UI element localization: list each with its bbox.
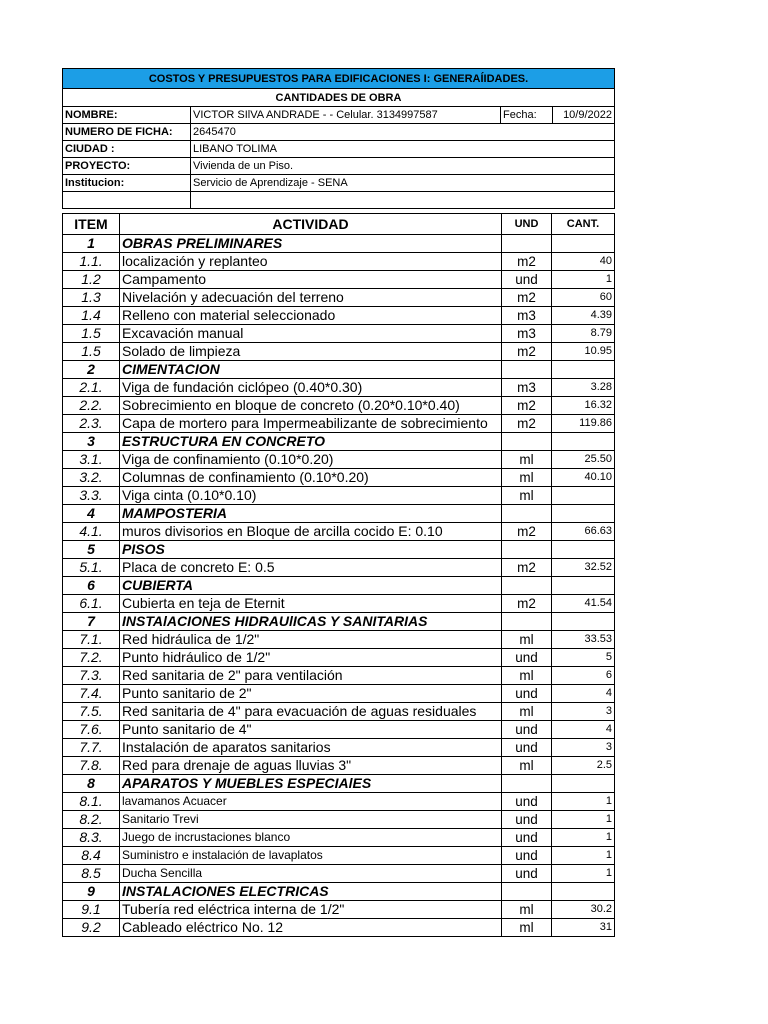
table-header-row — [63, 214, 615, 235]
quantity-cell: 25.50 — [552, 451, 615, 469]
activity-cell: Instalación de aparatos sanitarios — [120, 739, 502, 757]
quantity-cell: 4.39 — [552, 307, 615, 325]
table-row — [63, 721, 615, 739]
quantity-cell — [552, 487, 615, 505]
quantity-cell: 60 — [552, 289, 615, 307]
field-row-ficha — [63, 124, 615, 141]
activity-cell: Nivelación y adecuación del terreno — [120, 289, 502, 307]
item-cell: 7.8. — [63, 757, 120, 775]
quantity-cell — [552, 433, 615, 451]
quantity-cell — [552, 235, 615, 253]
unit-cell: m2 — [502, 415, 552, 433]
quantity-cell: 10.95 — [552, 343, 615, 361]
item-cell: 9.2 — [63, 919, 120, 937]
section-row — [63, 775, 615, 793]
item-cell: 8.5 — [63, 865, 120, 883]
activity-cell: Campamento — [120, 271, 502, 289]
item-cell: 7.5. — [63, 703, 120, 721]
quantity-cell: 1 — [552, 793, 615, 811]
quantity-cell: 30.2 — [552, 901, 615, 919]
field-row-nombre — [63, 107, 615, 124]
table-row — [63, 289, 615, 307]
unit-cell: ml — [502, 631, 552, 649]
field-row-ciudad — [63, 141, 615, 158]
section-title: INSTALACIONES ELECTRICAS — [120, 883, 502, 901]
table-row — [63, 343, 615, 361]
section-title: MAMPOSTERIA — [120, 505, 502, 523]
unit-cell — [502, 775, 552, 793]
item-cell: 2 — [63, 361, 120, 379]
field-value-ciudad: LIBANO TOLIMA — [191, 141, 615, 158]
quantity-cell: 5 — [552, 649, 615, 667]
item-cell: 4 — [63, 505, 120, 523]
item-cell: 7.7. — [63, 739, 120, 757]
item-cell: 1 — [63, 235, 120, 253]
item-cell: 7.3. — [63, 667, 120, 685]
section-row — [63, 613, 615, 631]
table-row — [63, 685, 615, 703]
quantity-cell: 4 — [552, 685, 615, 703]
unit-cell: und — [502, 865, 552, 883]
quantity-cell: 40 — [552, 253, 615, 271]
unit-cell: und — [502, 793, 552, 811]
section-title: INSTAlACIONES HIDRAUlICAS Y SANITARIAS — [120, 613, 502, 631]
quantity-cell: 16.32 — [552, 397, 615, 415]
activity-cell: Juego de incrustaciones blanco — [120, 829, 502, 847]
quantity-cell: 66.63 — [552, 523, 615, 541]
document-subtitle: CANTIDADES DE OBRA — [63, 89, 615, 107]
unit-cell: ml — [502, 919, 552, 937]
quantity-cell: 2.5 — [552, 757, 615, 775]
activity-cell: Tubería red eléctrica interna de 1/2" — [120, 901, 502, 919]
item-cell: 7.2. — [63, 649, 120, 667]
table-row — [63, 847, 615, 865]
fecha-value: 10/9/2022 — [553, 107, 615, 124]
activity-cell: Relleno con material seleccionado — [120, 307, 502, 325]
quantity-cell: 3.28 — [552, 379, 615, 397]
unit-cell: ml — [502, 469, 552, 487]
activity-cell: Viga cinta (0.10*0.10) — [120, 487, 502, 505]
quantity-cell: 6 — [552, 667, 615, 685]
table-row — [63, 739, 615, 757]
section-title: OBRAS PRELIMINARES — [120, 235, 502, 253]
blank-cell — [63, 192, 191, 209]
item-cell: 1.5 — [63, 343, 120, 361]
activity-cell: muros divisorios en Bloque de arcilla cocido E: 0.10 — [120, 523, 502, 541]
unit-cell: m3 — [502, 307, 552, 325]
unit-cell: m2 — [502, 595, 552, 613]
section-title: CIMENTACION — [120, 361, 502, 379]
document-title: COSTOS Y PRESUPUESTOS PARA EDIFICACIONES I: GENERAÍIDADES. — [63, 69, 615, 89]
quantity-cell: 1 — [552, 811, 615, 829]
table-row — [63, 397, 615, 415]
table-row — [63, 865, 615, 883]
table-row — [63, 307, 615, 325]
activity-cell: Red para drenaje de aguas lluvias 3" — [120, 757, 502, 775]
unit-cell: und — [502, 829, 552, 847]
item-cell: 7.4. — [63, 685, 120, 703]
item-cell: 8.1. — [63, 793, 120, 811]
activity-cell: Cableado eléctrico No. 12 — [120, 919, 502, 937]
table-row — [63, 667, 615, 685]
activity-cell: Ducha Sencilla — [120, 865, 502, 883]
table-row — [63, 595, 615, 613]
unit-cell: und — [502, 739, 552, 757]
table-row — [63, 415, 615, 433]
field-value-nombre: VICTOR SIlVA ANDRADE - - Celular. 3134997587 — [191, 107, 501, 124]
quantity-cell — [552, 541, 615, 559]
quantity-cell: 8.79 — [552, 325, 615, 343]
quantity-cell: 1 — [552, 865, 615, 883]
field-row-institucion — [63, 175, 615, 192]
item-cell: 2.3. — [63, 415, 120, 433]
item-cell: 1.3 — [63, 289, 120, 307]
activity-cell: Columnas de confinamiento (0.10*0.20) — [120, 469, 502, 487]
unit-cell: ml — [502, 667, 552, 685]
column-header-actividad: ACTIVIDAD — [120, 214, 502, 235]
activity-cell: Punto hidráulico de 1/2" — [120, 649, 502, 667]
item-cell: 9.1 — [63, 901, 120, 919]
unit-cell: m2 — [502, 343, 552, 361]
table-row — [63, 469, 615, 487]
unit-cell — [502, 361, 552, 379]
table-row — [63, 649, 615, 667]
blank-cell — [191, 192, 615, 209]
unit-cell: ml — [502, 451, 552, 469]
unit-cell — [502, 541, 552, 559]
quantity-cell — [552, 577, 615, 595]
activities-table — [62, 213, 615, 937]
activity-cell: Placa de concreto E: 0.5 — [120, 559, 502, 577]
table-row — [63, 811, 615, 829]
quantity-cell: 41.54 — [552, 595, 615, 613]
unit-cell: und — [502, 847, 552, 865]
quantity-cell — [552, 613, 615, 631]
section-row — [63, 235, 615, 253]
activity-cell: Cubierta en teja de Eternit — [120, 595, 502, 613]
column-header-und: UND — [502, 214, 552, 235]
item-cell: 8.3. — [63, 829, 120, 847]
table-row — [63, 253, 615, 271]
activity-cell: Punto sanitario de 4" — [120, 721, 502, 739]
section-title: CUBIERTA — [120, 577, 502, 595]
fecha-label: Fecha: — [501, 107, 553, 124]
activity-cell: Red sanitaria de 4" para evacuación de aguas residuales — [120, 703, 502, 721]
item-cell: 3 — [63, 433, 120, 451]
activity-cell: Solado de limpieza — [120, 343, 502, 361]
field-label-ciudad: CIUDAD : — [63, 141, 191, 158]
section-row — [63, 433, 615, 451]
table-row — [63, 559, 615, 577]
field-row-proyecto — [63, 158, 615, 175]
unit-cell: m2 — [502, 397, 552, 415]
unit-cell — [502, 577, 552, 595]
unit-cell: ml — [502, 703, 552, 721]
section-title: ESTRUCTURA EN CONCRETO — [120, 433, 502, 451]
quantity-cell: 33.53 — [552, 631, 615, 649]
item-cell: 1.5 — [63, 325, 120, 343]
quantity-cell: 31 — [552, 919, 615, 937]
activity-cell: Punto sanitario de 2" — [120, 685, 502, 703]
quantity-cell: 32.52 — [552, 559, 615, 577]
table-row — [63, 793, 615, 811]
quantity-cell — [552, 361, 615, 379]
unit-cell — [502, 505, 552, 523]
table-row — [63, 523, 615, 541]
item-cell: 7.1. — [63, 631, 120, 649]
item-cell: 2.2. — [63, 397, 120, 415]
item-cell: 8 — [63, 775, 120, 793]
field-label-nombre: NOMBRE: — [63, 107, 191, 124]
unit-cell: m2 — [502, 559, 552, 577]
unit-cell: ml — [502, 901, 552, 919]
item-cell: 3.2. — [63, 469, 120, 487]
activity-cell: Viga de confinamiento (0.10*0.20) — [120, 451, 502, 469]
unit-cell: ml — [502, 487, 552, 505]
item-cell: 8.4 — [63, 847, 120, 865]
field-value-institucion: Servicio de Aprendizaje - SENA — [191, 175, 615, 192]
item-cell: 6 — [63, 577, 120, 595]
quantity-cell: 1 — [552, 847, 615, 865]
quantity-cell: 40.10 — [552, 469, 615, 487]
activities-body — [63, 235, 615, 937]
unit-cell — [502, 235, 552, 253]
table-row — [63, 829, 615, 847]
unit-cell: m2 — [502, 523, 552, 541]
field-value-ficha: 2645470 — [191, 124, 615, 141]
unit-cell: und — [502, 649, 552, 667]
item-cell: 3.1. — [63, 451, 120, 469]
section-title: PISOS — [120, 541, 502, 559]
activity-cell: Viga de fundación ciclópeo (0.40*0.30) — [120, 379, 502, 397]
section-row — [63, 505, 615, 523]
unit-cell: m3 — [502, 325, 552, 343]
activity-cell: Sobrecimiento en bloque de concreto (0.20*0.10*0.40) — [120, 397, 502, 415]
table-row — [63, 271, 615, 289]
quantity-cell — [552, 775, 615, 793]
table-row — [63, 703, 615, 721]
item-cell: 7.6. — [63, 721, 120, 739]
quantity-cell: 119.86 — [552, 415, 615, 433]
quantity-cell: 1 — [552, 829, 615, 847]
field-value-proyecto: Vivienda de un Piso. — [191, 158, 615, 175]
quantity-cell: 3 — [552, 739, 615, 757]
unit-cell: m3 — [502, 379, 552, 397]
section-row — [63, 883, 615, 901]
section-row — [63, 577, 615, 595]
section-title: APARATOS Y MUEBLES ESPECIAlES — [120, 775, 502, 793]
item-cell: 8.2. — [63, 811, 120, 829]
activity-cell: Red hidráulica de 1/2" — [120, 631, 502, 649]
table-row — [63, 757, 615, 775]
item-cell: 5.1. — [63, 559, 120, 577]
activity-cell: Excavación manual — [120, 325, 502, 343]
field-label-institucion: Institucion: — [63, 175, 191, 192]
item-cell: 9 — [63, 883, 120, 901]
table-row — [63, 631, 615, 649]
quantity-cell: 1 — [552, 271, 615, 289]
item-cell: 2.1. — [63, 379, 120, 397]
activity-cell: Sanitario Trevi — [120, 811, 502, 829]
field-label-proyecto: PROYECTO: — [63, 158, 191, 175]
unit-cell — [502, 433, 552, 451]
table-row — [63, 325, 615, 343]
unit-cell: m2 — [502, 253, 552, 271]
unit-cell — [502, 883, 552, 901]
activity-cell: Capa de mortero para Impermeabilizante de sobrecimiento — [120, 415, 502, 433]
unit-cell — [502, 613, 552, 631]
project-header-table — [62, 68, 615, 209]
activity-cell: localización y replanteo — [120, 253, 502, 271]
unit-cell: ml — [502, 757, 552, 775]
item-cell: 1.2 — [63, 271, 120, 289]
activity-cell: Red sanitaria de 2" para ventilación — [120, 667, 502, 685]
section-row — [63, 361, 615, 379]
table-row — [63, 379, 615, 397]
quantity-cell: 3 — [552, 703, 615, 721]
unit-cell: m2 — [502, 289, 552, 307]
item-cell: 1.4 — [63, 307, 120, 325]
item-cell: 7 — [63, 613, 120, 631]
table-row — [63, 919, 615, 937]
section-row — [63, 541, 615, 559]
item-cell: 4.1. — [63, 523, 120, 541]
unit-cell: und — [502, 811, 552, 829]
blank-row — [63, 192, 615, 209]
unit-cell: und — [502, 271, 552, 289]
activity-cell: Suministro e instalación de lavaplatos — [120, 847, 502, 865]
quantity-cell: 4 — [552, 721, 615, 739]
item-cell: 1.1. — [63, 253, 120, 271]
unit-cell: und — [502, 685, 552, 703]
activity-cell: lavamanos Acuacer — [120, 793, 502, 811]
item-cell: 6.1. — [63, 595, 120, 613]
quantity-cell — [552, 883, 615, 901]
table-row — [63, 487, 615, 505]
quantity-cell — [552, 505, 615, 523]
unit-cell: und — [502, 721, 552, 739]
column-header-item: ITEM — [63, 214, 120, 235]
table-row — [63, 451, 615, 469]
column-header-cant: CANT. — [552, 214, 615, 235]
item-cell: 3.3. — [63, 487, 120, 505]
field-label-ficha: NUMERO DE FICHA: — [63, 124, 191, 141]
item-cell: 5 — [63, 541, 120, 559]
table-row — [63, 901, 615, 919]
